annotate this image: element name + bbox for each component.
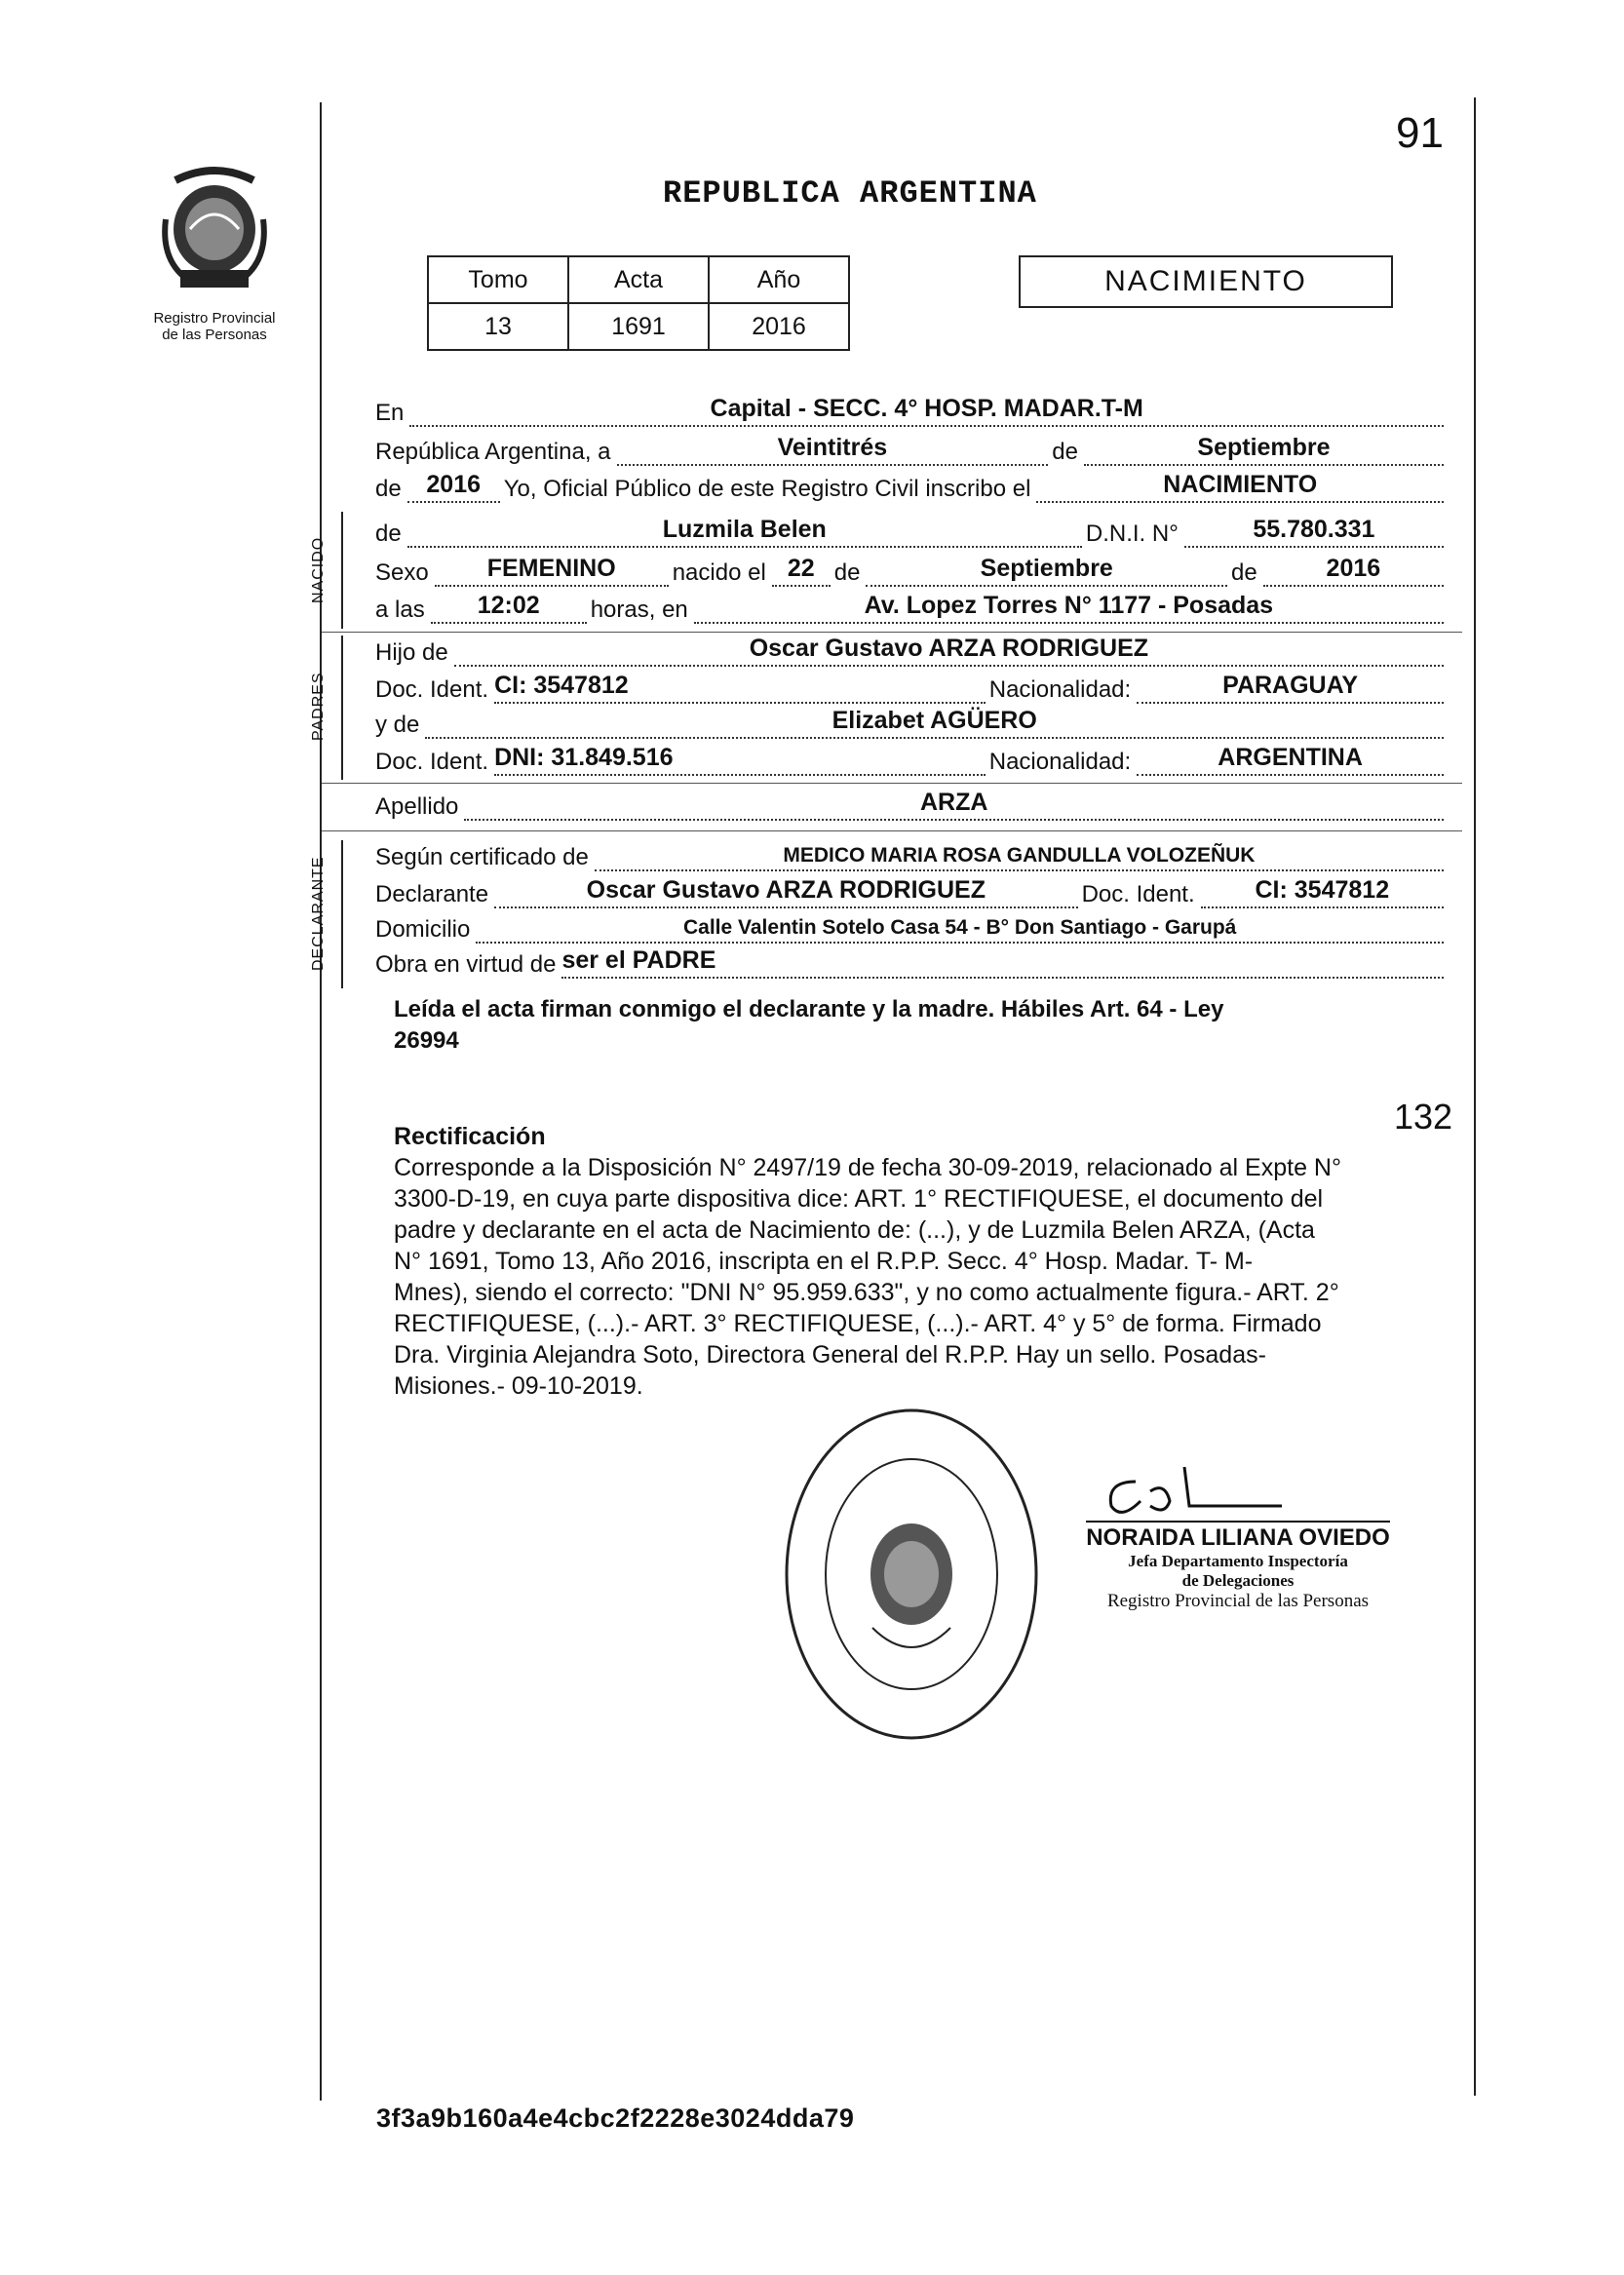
row-declarante: Declarante Oscar Gustavo ARZA RODRIGUEZ Doc. Ident. CI: 3547812	[375, 875, 1448, 908]
lugar-inscripcion: Capital - SECC. 4° HOSP. MADAR.T-M	[710, 395, 1143, 422]
row-madre-doc: Doc. Ident. DNI: 31.849.516 Nacionalidad: ARGENTINA	[375, 743, 1448, 776]
value-tomo: 13	[428, 303, 568, 350]
rectificacion-line: 3300-D-19, en cuya parte dispositiva dice: ART. 1° RECTIFIQUESE, el documento del	[394, 1185, 1324, 1213]
rectificacion-line: Mnes), siendo el correcto: "DNI N° 95.959.633", y no como actualmente figura.- ART. 2°	[394, 1279, 1339, 1306]
rectificacion-line: N° 1691, Tomo 13, Año 2016, inscripta en el R.P.P. Secc. 4° Hosp. Madar. T- M-	[394, 1248, 1254, 1275]
page-number-secondary: 132	[1394, 1097, 1453, 1137]
value-anio: 2016	[709, 303, 849, 350]
right-margin-line	[1474, 97, 1476, 2096]
row-en: En Capital - SECC. 4° HOSP. MADAR.T-M	[375, 394, 1448, 427]
signatory-block	[1082, 1521, 1394, 1612]
section-label-padres: PADRES	[310, 672, 327, 742]
signatory-office: Registro Provincial de las Personas	[1106, 1591, 1370, 1611]
signatory-name: NORAIDA LILIANA OVIEDO	[1086, 1521, 1390, 1552]
rectificacion-line: padre y declarante en el acta de Nacimiento de: (...), y de Luzmila Belen ARZA, (Acta	[394, 1216, 1315, 1244]
rectificacion-title: Rectificación	[394, 1123, 546, 1150]
rectificacion-line: Misiones.- 09-10-2019.	[394, 1372, 643, 1400]
official-seal	[780, 1404, 1043, 1745]
page-number: 91	[1396, 109, 1444, 157]
closing-statement: Leída el acta firman conmigo el declarante y la madre. Hábiles Art. 64 - Ley 26994	[394, 996, 1224, 1054]
row-republica: República Argentina, a Veintitrés de Septiembre	[375, 433, 1448, 466]
row-obra: Obra en virtud de ser el PADRE	[375, 945, 1448, 979]
rectificacion-line: RECTIFIQUESE, (...).- ART. 3° RECTIFIQUESE, (...).- ART. 4° y 5° de forma. Firmado	[394, 1310, 1322, 1337]
section-label-nacido: NACIDO	[310, 536, 327, 604]
rectificacion-section	[394, 1121, 1456, 1402]
header-anio: Año	[709, 256, 849, 303]
row-padre: Hijo de Oscar Gustavo ARZA RODRIGUEZ	[375, 634, 1448, 667]
record-type-box: NACIMIENTO	[1019, 255, 1393, 308]
row-apellido: Apellido ARZA	[375, 788, 1448, 821]
header-acta: Acta	[568, 256, 709, 303]
page-title: REPUBLICA ARGENTINA	[663, 175, 1037, 212]
misiones-coat-of-arms-icon	[156, 161, 273, 297]
logo-label: Registro Provincial de las Personas	[153, 310, 276, 343]
province-logo	[156, 161, 273, 297]
row-domicilio: Domicilio Calle Valentin Sotelo Casa 54 - B° Don Santiago - Garupá	[375, 910, 1448, 944]
registry-table	[427, 255, 850, 351]
row-hora-lugar: a las 12:02 horas, en Av. Lopez Torres N° 1177 - Posadas	[375, 591, 1448, 624]
row-sexo: Sexo FEMENINO nacido el 22 de Septiembre de 2016	[375, 554, 1448, 587]
document-hash: 3f3a9b160a4e4cbc2f2228e3024dda79	[376, 2103, 855, 2133]
rectificacion-line: Corresponde a la Disposición N° 2497/19 de fecha 30-09-2019, relacionado al Expte N°	[394, 1154, 1341, 1181]
row-padre-doc: Doc. Ident. CI: 3547812 Nacionalidad: PARAGUAY	[375, 671, 1448, 704]
section-label-declarante: DECLARANTE	[310, 856, 327, 971]
left-margin-line	[320, 102, 322, 2101]
rectificacion-line: Dra. Virginia Alejandra Soto, Directora General del R.P.P. Hay un sello. Posadas-	[394, 1341, 1266, 1369]
signatory-department: de Delegaciones	[1181, 1571, 1295, 1590]
row-oficial: de 2016 Yo, Oficial Público de este Registro Civil inscribo el NACIMIENTO	[375, 470, 1448, 503]
value-acta: 1691	[568, 303, 709, 350]
header-tomo: Tomo	[428, 256, 568, 303]
signatory-title: Jefa Departamento Inspectoría	[1128, 1552, 1348, 1570]
row-nacido-nombre: de Luzmila Belen D.N.I. N° 55.780.331	[375, 515, 1448, 548]
row-madre: y de Elizabet AGÜERO	[375, 706, 1448, 739]
row-certificado: Según certificado de MEDICO MARIA ROSA GANDULLA VOLOZEÑUK	[375, 838, 1448, 871]
seal-stamp-icon	[780, 1404, 1043, 1745]
